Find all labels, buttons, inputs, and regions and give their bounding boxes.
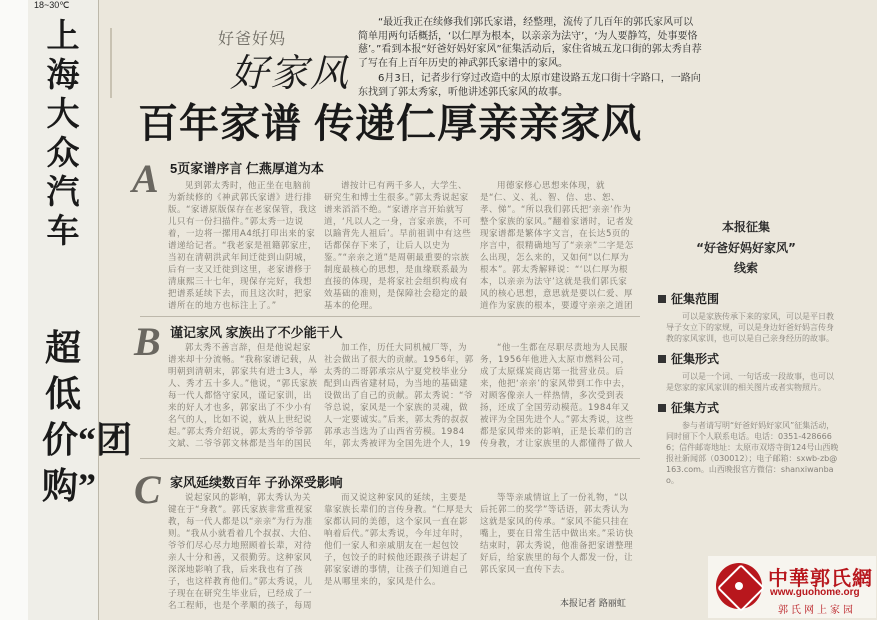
- section-c-letter: C: [134, 467, 161, 512]
- section-b-letter: B: [134, 319, 161, 364]
- format-heading: 征集形式: [658, 350, 840, 367]
- column-brand-small: 好爸好妈: [218, 31, 287, 48]
- sidebar-campaign-name: “好爸好妈好家风”: [696, 241, 796, 255]
- section-c-column-1: 说起家风的影响，郭太秀认为关键在于“身教”。郭氏家族非常重视家教，每一代人都是以“亲亲”为行为准则。“我从小就看着几个叔叔、大伯、爷爷们尽心尽力地照顾着长辈，对待亲人十分和善，又很勤劳。这种家风深深地影响了我，后来我也有了孩子，也这样教育他们。”郭太秀说，儿子现在在研究生毕业后，已经成了一名工程师，也是个孝顺的孩子，每周: [168, 493, 317, 611]
- logo-name: 中華郭氏網: [768, 568, 873, 590]
- logo-url: www.guohome.org: [770, 587, 860, 598]
- section-b-column-2: 加工作，历任大同机械厂等，为社会做出了很大的贡献。1956年，郭太秀的二哥郭承宗从宁夏党校毕业分配到山西省建材局，为当地的基础建设做出了自己的贡献。郭太秀说：“爷爷总说，家风是一个家族的灵魂，做人一定要诚实。”后来，郭太秀的叔叔郭承志当选为了山西省劳模。1984年，郭太秀被评为全国先进个人，19: [324, 343, 474, 449]
- method-heading: 征集方式: [658, 399, 840, 416]
- section-c-column-3: 等等亲戚情谊上了一份礼物，“以后托郭二的奖学”等话语，郭太秀认为这就是家风的传承。“家风不能只挂在嘴上，要在日常生活中做出来。”采访快结束时，郭太秀说，他准备把家谱整理好后，给家族里的每个人都发一份，让郭氏家风一直传下去。: [480, 493, 634, 575]
- intro-paragraph-1: “最近我正在续修我们郭氏家谱，经整理，流传了几百年的郭氏家风可以简单用两句话概括，‘以仁厚为根本，以亲亲为法守’，‘为人要静笃，处事要恪慈’。”看到本报“好爸好妈好家风”征集活动后，家住省城五龙口街的郭太秀自荐了写在有上百年历史的神武郭氏家谱中的家风。: [358, 17, 702, 69]
- section-a-letter: A: [132, 156, 159, 201]
- column-brand-logo: 好家风: [230, 53, 351, 95]
- left-ad-column: [28, 0, 133, 620]
- reporter-byline: 本报记者 路丽虹: [560, 599, 626, 609]
- ad-headline-brand: 上海大众汽车: [46, 19, 80, 250]
- section-divider: [140, 458, 640, 459]
- section-a-title: 5页家谱序言 仁燕厚道为本: [170, 161, 324, 176]
- ad-headline-offer: 超低价“团购”: [42, 328, 133, 506]
- section-a-column-2: 谱按计已有两千多人，大学生、研究生和博士生很多。”郭太秀说起家谱来滔滔不绝。“家谱序言开始就写道，‘凡以人之一身，言家亲族，不可以踰背先人祖后’。早前祖训中有这些话都保存下来了，让后人以史为鉴。”“亲亲之道”是周朝最重要的宗族制度最核心的思想，是血缘联系最为直接的体现，是将家社会组织构成有效基础的准则，是保障社会稳定的最基本的伦理。: [324, 181, 472, 310]
- method-text: 参与者请写明“好爸好妈好家风”征集活动，同时留下个人联系电话。电话：0351-4286666；信件邮寄地址：太原市双塔寺街124号山西晚报社新闻部（030012）；电子邮箱：sxwb-zb@163.com。山西晚报官方微信：shanxiwanbao。: [666, 421, 839, 485]
- site-logo: [708, 556, 876, 618]
- section-a-column-1: 见到郭太秀时，他正坐在电脑前为新续修的《神武郭氏家谱》进行排版。“家谱原版保存在老家保管，我这儿只有一份扫描件。”郭太秀一边说着，一边将一摞用A4纸打印出来的家谱递给记者。“我老家是祖籍郭家庄，当初在清朝洪武年间迁徙到山阴城，后有一支又迁徙到这里，老家谱修于清康熙三十七年，现保存完好，我想把谱系延续下去，而且这次时，把家谱所在的地方也标注上了。”: [168, 181, 317, 310]
- article-intro: [358, 16, 703, 101]
- article-headline: 百年家谱 传递仁厚亲亲家风: [138, 102, 643, 146]
- scope-text: 可以是家族传承下来的家风，可以是平日教导子女立下的家规，可以是身边好爸好妈言传身教的家风家训，也可以是自己亲身经历的故事。: [666, 312, 834, 343]
- scope-heading: 征集范围: [658, 290, 840, 307]
- section-b-title: 谨记家风 家族出了不少能干人: [170, 325, 343, 340]
- intro-paragraph-2: 6月3日，记者步行穿过改造中的太原市建设路五龙口街十字路口，一路向东找到了郭太秀家，听他讲述郭氏家风的故事。: [358, 73, 701, 98]
- sidebar-heading: 本报征集: [721, 220, 770, 234]
- header-divider: [110, 28, 112, 98]
- section-c-column-2: 而又说这种家风的延续，主要是靠家族长辈们的言传身教。“仁厚是大家都认同的美德，这个家风一直在影响着后代。”郭太秀说，今年过年时，他们一家人和亲戚朋友在一起包饺子，包饺子的时候他还跟孩子讲起了郭家家谱的事情，让孩子们知道自己是从哪里来的，家风是什么。: [324, 493, 473, 587]
- section-b-column-1: 郭太秀不善言辞，但是他说起家谱来却十分流畅。“我称家谱记载，从明朝到清朝末，郭家共有进士3人，举人、秀才五十多人。”他说，“郭氏家族每一代人都恪守家风，谨记家训，出来的好人才也多，郭家出了不少小有名气的人，比如不说，就从上世纪说起。”郭太秀介绍说，郭太秀的爷爷郭文斌、二爷爷郭文林都是当年的国民: [168, 343, 318, 449]
- section-divider: [140, 316, 640, 317]
- temperature-label: 18~30℃: [34, 0, 70, 10]
- seal-icon: [716, 563, 762, 609]
- format-text: 可以是一个词、一句话或一段故事，也可以是您家的家风家训的相关图片或者实物照片。: [666, 372, 834, 392]
- page-margin: [0, 0, 28, 620]
- section-c-title: 家风延续数百年 子孙深受影响: [170, 475, 343, 490]
- logo-tagline: 郭氏网上家园: [778, 605, 856, 616]
- section-b-column-3: “他一生都在尽职尽责地为人民服务，1956年他进入太原市燃料公司，成了太原煤炭商店第一批营业员。后来，他把‘亲亲’的家风带到工作中去，对顾客像亲人一样热情，多次受到表扬，还成了全国劳动模范。1984年又被评为全国先进个人。”郭太秀说，这些都是家风带来的影响，正是长辈们的言传身教，才让家族里的人都懂得了做人: [480, 343, 634, 449]
- sidebar-heading-suffix: 线索: [733, 261, 758, 275]
- section-a-column-3: 用德家修心思想来体现，就是“仁、义、礼、智、信、忠、恕、孝、悌”。“所以我们郭氏把‘亲亲’作为整个家族的家风。”翻着家谱时，记者发现家谱都是繁体字文言，在长达5页的序言中，很精确地写了“亲亲”二字是怎么出现，怎么来的，又如何“以仁厚为根本”。郭太秀解释说：“‘以仁厚为根本，以亲亲为法守’这就是我们郭氏家风的核心思想，意思就是要以仁爱、厚道作为家族的根本，要遵守亲亲之道团: [480, 181, 634, 310]
- sidebar-call-for-submissions: [652, 210, 840, 486]
